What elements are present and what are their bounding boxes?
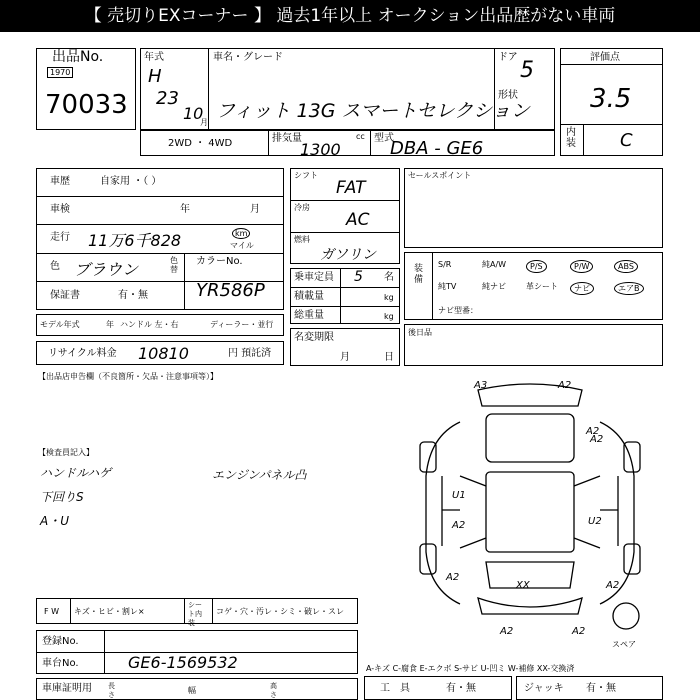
equipment-item: P/S <box>526 260 547 273</box>
mileage-km: km <box>232 228 250 239</box>
color-change-label: 色替 <box>170 256 178 274</box>
history-value: 自家用 ・（ ） <box>100 176 162 187</box>
inspection-label: 車検 <box>50 204 70 215</box>
capacity-value: 5 <box>354 269 363 285</box>
mileage-mile: マイル <box>230 241 254 250</box>
gross-label: 総重量 <box>294 310 324 321</box>
name-change-month: 月 <box>340 352 350 363</box>
year-month-unit: 月 <box>200 118 208 127</box>
aircon-value: AC <box>346 210 370 230</box>
equipment-label: 装備 <box>414 264 424 285</box>
fw-items: キズ・ヒビ・割レ× <box>74 607 145 616</box>
model-code-label: 型式 <box>374 133 394 144</box>
damage-mark: A2 <box>572 626 586 637</box>
damage-mark: A2 <box>500 626 514 637</box>
sales-point-label: セールスポイント <box>408 171 472 180</box>
fw-label: F W <box>44 607 60 616</box>
capacity-unit: 名 <box>384 272 394 283</box>
equipment-item: 革シート <box>526 282 558 291</box>
sales-point-box <box>404 168 663 248</box>
jack-label: ジャッキ <box>524 683 564 694</box>
shift-value: FAT <box>336 178 366 198</box>
chassis-label: 車台No. <box>42 658 79 669</box>
cert-label: 車庫証明用 <box>42 683 92 694</box>
registration-label: 登録No. <box>42 636 79 647</box>
model-code-value: DBA - GE6 <box>390 138 484 159</box>
year-month: 10 <box>183 104 204 123</box>
recycle-label: リサイクル料金 <box>48 348 117 359</box>
lot-sub-code: 1970 <box>47 67 73 78</box>
recycle-value: 10810 <box>138 344 189 363</box>
recycle-unit: 円 預託済 <box>228 348 272 359</box>
displacement-value: 1300 <box>300 140 341 159</box>
declaration-label: 【出品店申告欄（不良箇所・欠品・注意事項等）】 <box>38 372 218 381</box>
damage-mark: A2 <box>586 426 600 437</box>
warranty-label: 保証書 <box>50 290 80 301</box>
capacity-label: 乗車定員 <box>294 272 334 283</box>
name-change-day: 日 <box>384 352 394 363</box>
damage-mark: A2 <box>446 572 460 583</box>
load-label: 積載量 <box>294 291 324 302</box>
displacement-label: 排気量 <box>272 133 302 144</box>
damage-mark: XX <box>516 580 530 591</box>
equipment-item: 純TV <box>438 282 457 291</box>
model-label: 車名・グレード <box>213 52 283 63</box>
equipment-item: ナビ <box>570 282 594 295</box>
inspector-note4: A・U <box>40 514 69 528</box>
equipment-item: S/R <box>438 260 452 269</box>
navi-model-label: ナビ型番： <box>438 306 478 315</box>
lot-label: 出品No. <box>52 49 104 65</box>
doors-label: ドア <box>498 52 518 63</box>
inspector-note1: ハンドルハゲ <box>40 466 112 480</box>
dealer-value: ディーラー・並行 <box>210 320 274 329</box>
color-code-value: YR586P <box>196 280 265 301</box>
model-year-unit: 年 <box>106 320 114 329</box>
damage-mark: A2 <box>558 380 572 391</box>
inspector-note3: 下回りS <box>40 490 84 504</box>
inspector-label: 【検査員記入】 <box>38 448 94 457</box>
doors-value: 5 <box>520 58 534 83</box>
color-value: ブラウン <box>74 260 139 279</box>
auction-banner: 【 売切りEXコーナー 】 過去1年以上 オークション出品歴がない車両 <box>0 0 700 32</box>
name-change-label: 名変期限 <box>294 332 334 343</box>
year-era: H <box>148 66 162 87</box>
mileage-label: 走行 <box>50 232 70 243</box>
aircon-label: 冷房 <box>294 203 310 212</box>
cert-height: 高さ <box>270 682 277 699</box>
cert-length: 長さ <box>108 682 115 699</box>
fuel-label: 燃料 <box>294 235 310 244</box>
handle-value: ハンドル 左・右 <box>120 320 179 329</box>
interior-label: 内装 <box>566 127 576 149</box>
fuel-value: ガソリン <box>320 247 376 263</box>
spare-label: スペア <box>612 640 636 649</box>
equipment-item: エアB <box>614 282 644 295</box>
score-value: 3.5 <box>590 84 632 114</box>
later-day-label: 後日品 <box>408 328 432 337</box>
interior-value: C <box>620 130 633 151</box>
year-value: 23 <box>156 88 179 109</box>
damage-mark: A2 <box>606 580 620 591</box>
car-damage-diagram <box>400 376 660 644</box>
equipment-item: ABS <box>614 260 638 273</box>
inspection-month: 月 <box>250 204 260 215</box>
jack-value: 有・無 <box>586 683 616 694</box>
shift-label: シフト <box>294 171 318 180</box>
color-code-label: カラーNo. <box>196 256 243 267</box>
inspector-note2: エンジンパネル凸 <box>212 468 307 482</box>
equipment-item: 純A/W <box>482 260 507 269</box>
mileage-value: 11万6千828 <box>88 231 182 250</box>
score-label: 評価点 <box>590 52 620 63</box>
displacement-unit: cc <box>356 132 365 141</box>
seat-items: コゲ・穴・汚レ・シミ・破レ・スレ <box>216 607 344 616</box>
damage-mark: U2 <box>588 516 602 527</box>
color-label: 色 <box>50 261 60 272</box>
damage-mark: A2 <box>590 434 604 445</box>
equipment-item: 純ナビ <box>482 282 506 291</box>
cert-width: 幅 <box>188 686 196 695</box>
model-year-label: モデル年式 <box>40 320 80 329</box>
model-value: フィット 13G スマートセレクション <box>216 100 530 122</box>
drive-label: 2WD ・ 4WD <box>168 138 233 149</box>
year-label: 年式 <box>144 52 164 63</box>
seat-label: シート内装 <box>188 601 202 627</box>
shape-label: 形状 <box>498 90 518 101</box>
chassis-value: GE6-1569532 <box>128 653 238 672</box>
tools-label: 工 具 <box>380 683 410 694</box>
later-day-box <box>404 324 663 366</box>
damage-mark: A2 <box>452 520 466 531</box>
warranty-value: 有・無 <box>118 290 148 301</box>
inspection-year: 年 <box>180 204 190 215</box>
history-label: 車歴 <box>50 176 70 187</box>
load-unit: kg <box>384 293 394 302</box>
lot-number: 70033 <box>45 90 128 120</box>
damage-mark: A3 <box>474 380 488 391</box>
tools-value: 有・無 <box>446 683 476 694</box>
equipment-item: P/W <box>570 260 593 273</box>
damage-legend: A-キズ C-腐食 E-エクボ S-サビ U-凹ミ W-補修 XX-交換済 <box>366 664 575 673</box>
damage-mark: U1 <box>452 490 466 501</box>
gross-unit: kg <box>384 312 394 321</box>
